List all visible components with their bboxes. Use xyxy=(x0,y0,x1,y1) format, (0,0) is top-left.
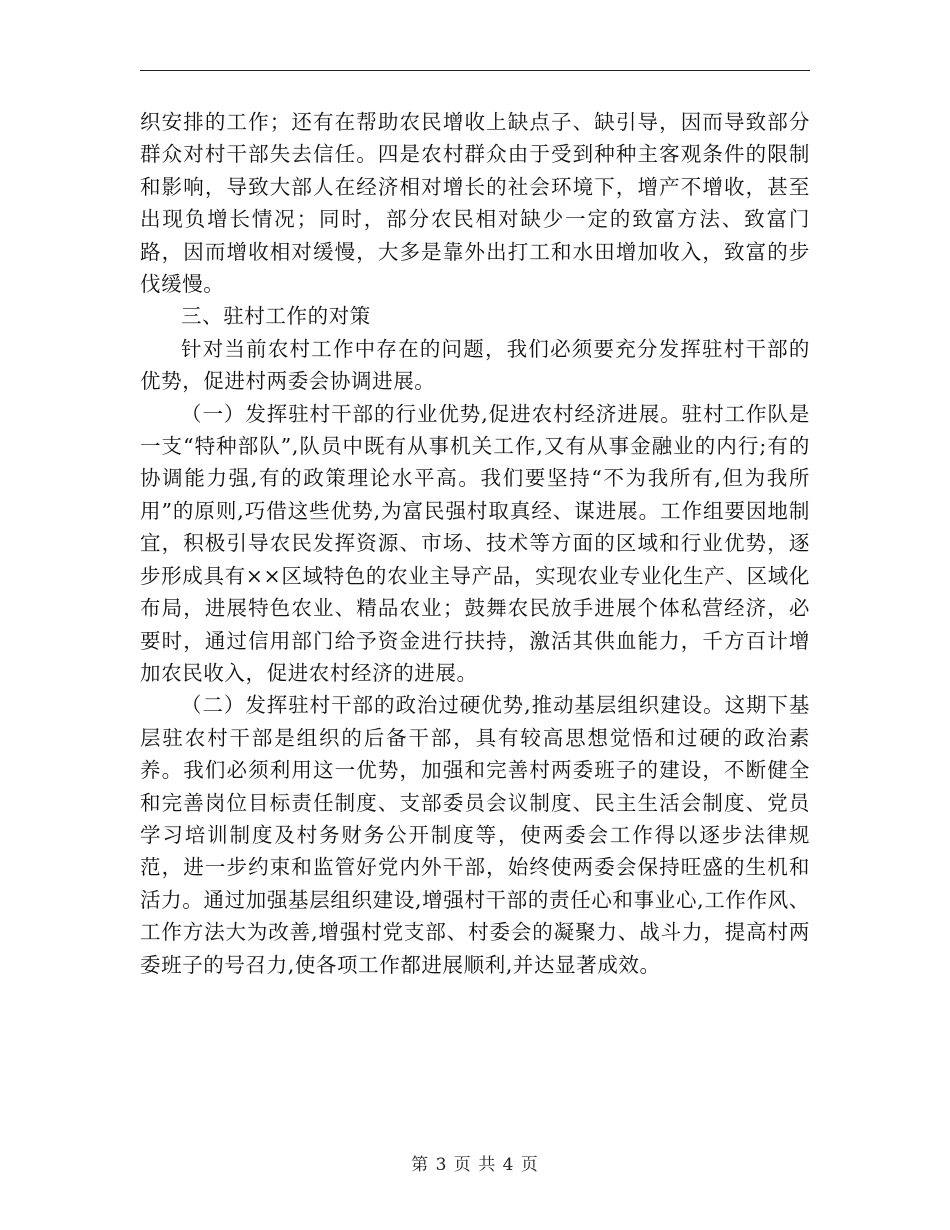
paragraph-continuation: 织安排的工作；还有在帮助农民增收上缺点子、缺引导，因而导致部分群众对村干部失去信任。四是农村群众由于受到种种主客观条件的限制和影响，导致大部人在经济相对增长的社会环境下，增产不增收，甚至出现负增长情况；同时，部分农民相对缺少一定的致富方法、致富门路，因而增收相对缓慢，大多是靠外出打工和水田增加收入，致富的步伐缓慢。 xyxy=(140,110,810,297)
paragraph-item-2: （二）发挥驻村干部的政治过硬优势,推动基层组织建设。这期下基层驻农村干部是组织的后备干部，具有较高思想觉悟和过硬的政治素养。我们必须利用这一优势，加强和完善村两委班子的建设，不断健全和完善岗位目标责任制度、支部委员会议制度、民主生活会制度、党员学习培训制度及村务财务公开制度等，使两委会工作得以逐步法律规范，进一步约束和监管好党内外干部，始终使两委会保持旺盛的生机和活力。通过加强基层组织建设,增强村干部的责任心和事业心,工作作风、工作方法大为改善,增强村党支部、村委会的凝聚力、战斗力，提高村两委班子的号召力,使各项工作都进展顺利,并达显著成效。 xyxy=(140,693,810,977)
paragraph-intro: 针对当前农村工作中存在的问题，我们必须要充分发挥驻村干部的优势，促进村两委会协调进展。 xyxy=(140,336,810,394)
document-body xyxy=(140,106,810,981)
page-number-footer: 第 3 页 共 4 页 xyxy=(411,1155,539,1175)
header-rule xyxy=(140,70,810,71)
section-heading: 三、驻村工作的对策 xyxy=(181,304,371,329)
paragraph-item-1: （一）发挥驻村干部的行业优势,促进农村经济进展。驻村工作队是一支“特种部队”,队员中既有从事机关工作,又有从事金融业的内行;有的协调能力强,有的政策理论水平高。我们要坚持“不为我所有,但为我所用”的原则,巧借这些优势,为富民强村取真经、谋进展。工作组要因地制宜，积极引导农民发挥资源、市场、技术等方面的区域和行业优势，逐步形成具有××区域特色的农业主导产品，实现农业专业化生产、区域化布局，进展特色农业、精品农业；鼓舞农民放手进展个体私营经济，必要时，通过信用部门给予资金进行扶持，激活其供血能力，千方百计增加农民收入，促进农村经济的进展。 xyxy=(140,401,810,685)
